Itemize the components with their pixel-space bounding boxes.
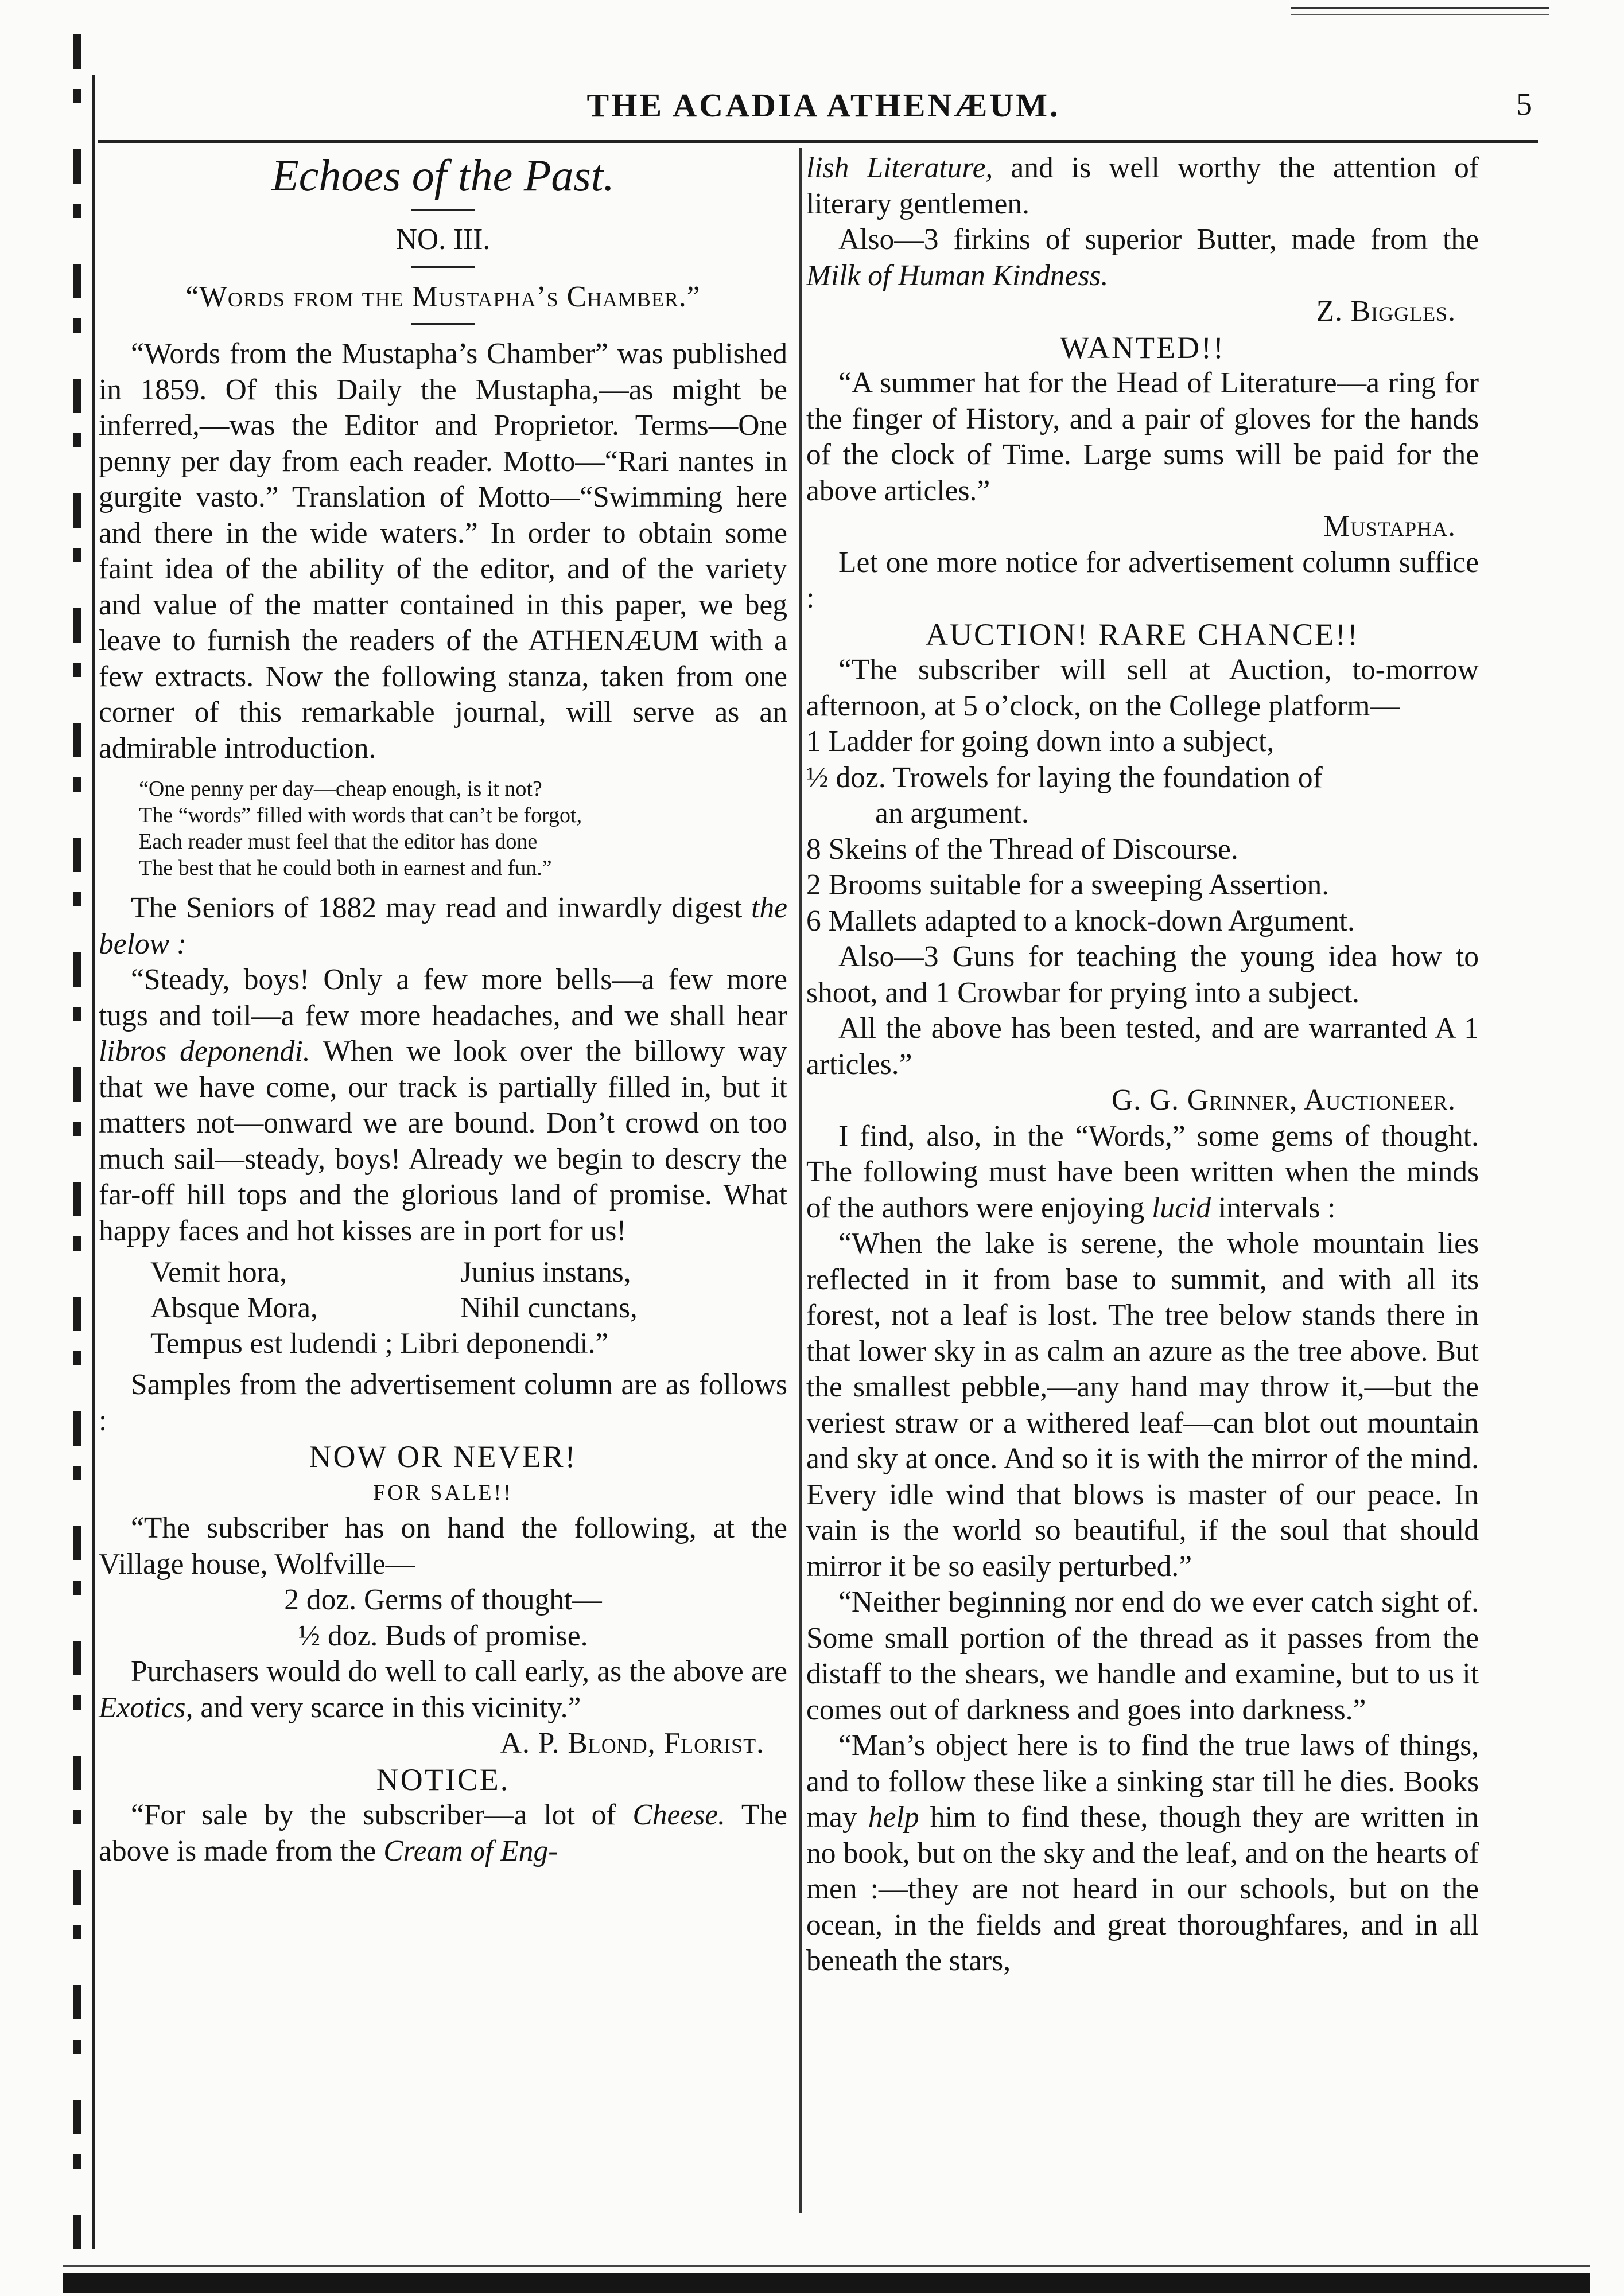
steady-boys-paragraph [99, 962, 787, 1249]
man-paragraph [806, 1728, 1479, 1979]
signature-grinner: G. G. Grinner, Auctioneer. [1111, 1084, 1456, 1116]
butter-text: Also—3 firkins of superior Butter, made from the [838, 223, 1479, 256]
left-column [99, 150, 787, 1869]
ad-signature: A. P. Blond, Florist. [500, 1727, 764, 1760]
gems-paragraph [806, 1119, 1479, 1227]
notice-italic: lish Literature, [806, 151, 993, 184]
ad-heading-now-or-never: NOW OR NEVER! [309, 1439, 577, 1474]
wanted-heading: WANTED!! [1060, 330, 1225, 365]
top-rule [1291, 7, 1549, 9]
gems-text-cont: intervals : [1211, 1191, 1336, 1224]
binding-edge [73, 34, 81, 2260]
auction-item: 2 Brooms suitable for a sweeping Assertion. [806, 869, 1330, 901]
signature-mustapha: Mustapha. [1323, 510, 1456, 543]
article-subtitle: “Words from the Mustapha’s Chamber.” [185, 280, 701, 313]
stanza-line: The best that he could both in earnest and fun.” [139, 856, 552, 880]
auction-item: 6 Mallets adapted to a knock-down Argument. [806, 904, 1355, 937]
intro-paragraph: “Words from the Mustapha’s Chamber” was published in 1859. Of this Daily the Mustapha,—as might be inferred,—was the Editor and Proprietor. Terms—One penny per day from each reader. Motto—“Rari nantes in gurgite vasto.” Translation of Motto—“Swimming here and there in the wide waters.” In order to obtain some faint idea of the ability of the editor, and of the variety and value of the matter contained in this paper, we beg leave to furnish the readers of the ATHENÆUM with a few extracts. Now the following stanza, taken from one corner of this remarkable journal, will serve as an admirable introduction. [99, 337, 787, 765]
auction-tested-paragraph: All the above has been tested, and are warranted A 1 articles.” [806, 1012, 1479, 1081]
ad-subheading-for-sale: FOR SALE!! [373, 1480, 513, 1505]
wanted-paragraph: “A summer hat for the Head of Literature—a ring for the finger of History, and a pair of gloves for the hands of the clock of Time. Large sums will be paid for the above articles.” [806, 367, 1479, 507]
ad-item: 2 doz. Germs of thought— [284, 1583, 602, 1616]
latin-text: Vemit hora, [150, 1256, 287, 1289]
man-text-cont: him to find these, though they are written in no book, but on the sky and the leaf, and on the hearts of men :—they are not heard in our schools, but on the ocean, in the fields and great thoroughfares, and in all beneath the stars, [806, 1801, 1479, 1977]
seniors-text: The Seniors of 1882 may read and inwardly digest [131, 892, 752, 924]
latin-text: Absque Mora, [150, 1292, 318, 1324]
seniors-italic: the below : [99, 892, 787, 960]
auction-item: 8 Skeins of the Thread of Discourse. [806, 832, 1238, 866]
notice-italic: Cheese. [632, 1799, 725, 1831]
column-divider [799, 148, 802, 2213]
samples-paragraph: Samples from the advertisement column are as follows : [99, 1368, 787, 1437]
journal-title: THE ACADIA ATHENÆUM. [586, 87, 1060, 124]
running-head [98, 86, 1549, 126]
right-column [806, 150, 1479, 1979]
stanza [139, 776, 787, 881]
ad-item: ½ doz. Buds of promise. [298, 1619, 588, 1652]
steady-text: “Steady, boys! Only a few more bells—a few more tugs and toil—a few more headaches, and we shall hear [99, 963, 787, 1032]
ad-text-cont: and very scarce in this vicinity.” [193, 1691, 581, 1724]
latin-text: Junius instans, [460, 1256, 631, 1289]
latin-row [150, 1290, 787, 1326]
notice-continued [806, 150, 1479, 222]
auction-heading: AUCTION! RARE CHANCE!! [926, 617, 1359, 652]
gems-text: I find, also, in the “Words,” some gems of thought. The following must have been written when the minds of the authors were enjoying [806, 1119, 1479, 1224]
auction-also-paragraph: Also—3 Guns for teaching the young idea how to shoot, and 1 Crowbar for prying into a subject. [806, 940, 1479, 1009]
latin-text: Nihil cunctans, [460, 1292, 638, 1324]
notice-text-cont: The above is made from the [99, 1799, 787, 1867]
butter-italic: Milk of Human Kindness. [806, 259, 1109, 292]
man-italic: help [868, 1801, 919, 1834]
auction-item: 1 Ladder for going down into a subject, [806, 725, 1275, 758]
man-text: “Man’s object here is to find the true laws of things, and to follow these like a sinking star till he dies. Books may [806, 1729, 1479, 1834]
stanza-line: “One penny per day—cheap enough, is it not? [139, 777, 542, 801]
steady-italic: libros deponendi. [99, 1035, 310, 1068]
seniors-paragraph [99, 890, 787, 962]
number-rule [411, 266, 475, 268]
ad-paragraph: “The subscriber has on hand the following, at the Village house, Wolfville— [99, 1512, 787, 1581]
header-rule [98, 140, 1538, 143]
ad-italic: Exotics, [99, 1691, 193, 1724]
ad-purchasers-paragraph [99, 1654, 787, 1726]
notice-heading: NOTICE. [376, 1762, 510, 1797]
steady-text-cont: When we look over the billowy way that we have come, our track is partially filled in, but it matters not—onward we are bound. Don’t crowd on too much sail—steady, boys! Already we begin to descry the far-off hill tops and the glorious land of promise. What happy faces and hot kisses are in port for us! [99, 1035, 787, 1247]
notice-text: “For sale by the subscriber—a lot of [131, 1799, 633, 1831]
subtitle-rule [411, 323, 475, 325]
latin-verse [150, 1255, 787, 1361]
butter-paragraph [806, 222, 1479, 294]
latin-row [150, 1255, 787, 1290]
auction-paragraph: “The subscriber will sell at Auction, to-morrow afternoon, at 5 o’clock, on the College platform— [806, 653, 1479, 722]
stanza-line: The “words” filled with words that can’t be forgot, [139, 803, 582, 827]
thread-paragraph: “Neither beginning nor end do we ever catch sight of. Some small portion of the thread as it passes from the distaff to the shears, we handle and examine, but to us it comes out of darkness and goes into darkness.” [806, 1586, 1479, 1726]
auction-intro-paragraph: Let one more notice for advertisement column suffice : [806, 546, 1479, 614]
lake-paragraph: “When the lake is serene, the whole mountain lies reflected in it from base to summit, and with all its forest, not a leaf is lost. The tree below stands there in that lower sky in as calm an azure as the tree above. But the smallest pebble,—any hand may throw it,—but the veriest straw or a withered leaf—can blot out mountain and sky at once. And so it is with the mirror of the mind. Every idle wind that blows is master of our peace. In vain is the world so beautiful, if the soul that should mirror it be so easily perturbed.” [806, 1227, 1479, 1583]
notice-paragraph [99, 1797, 787, 1869]
auction-item-text: an argument. [875, 797, 1029, 830]
stanza-line: Each reader must feel that the editor has done [139, 830, 538, 854]
top-rule-thin [1291, 14, 1549, 15]
bottom-band [63, 2273, 1590, 2293]
notice-text: and is well worthy the attention of literary gentlemen. [806, 151, 1479, 220]
ad-text: Purchasers would do well to call early, as the above are [131, 1655, 787, 1688]
article-title: Echoes of the Past. [271, 150, 615, 200]
bottom-rule [63, 2265, 1590, 2267]
notice-italic: Cream of Eng- [383, 1834, 558, 1867]
gems-italic: lucid [1152, 1191, 1211, 1224]
latin-last-line: Tempus est ludendi ; Libri deponendi.” [150, 1328, 609, 1360]
signature-biggles: Z. Biggles. [1316, 295, 1456, 328]
title-rule [411, 209, 475, 211]
article-number: NO. III. [395, 223, 491, 256]
auction-item-continued [806, 796, 1479, 832]
page-number: 5 [1516, 87, 1532, 122]
left-border-rule [92, 75, 95, 2249]
auction-item: ½ doz. Trowels for laying the foundation of [806, 761, 1323, 794]
